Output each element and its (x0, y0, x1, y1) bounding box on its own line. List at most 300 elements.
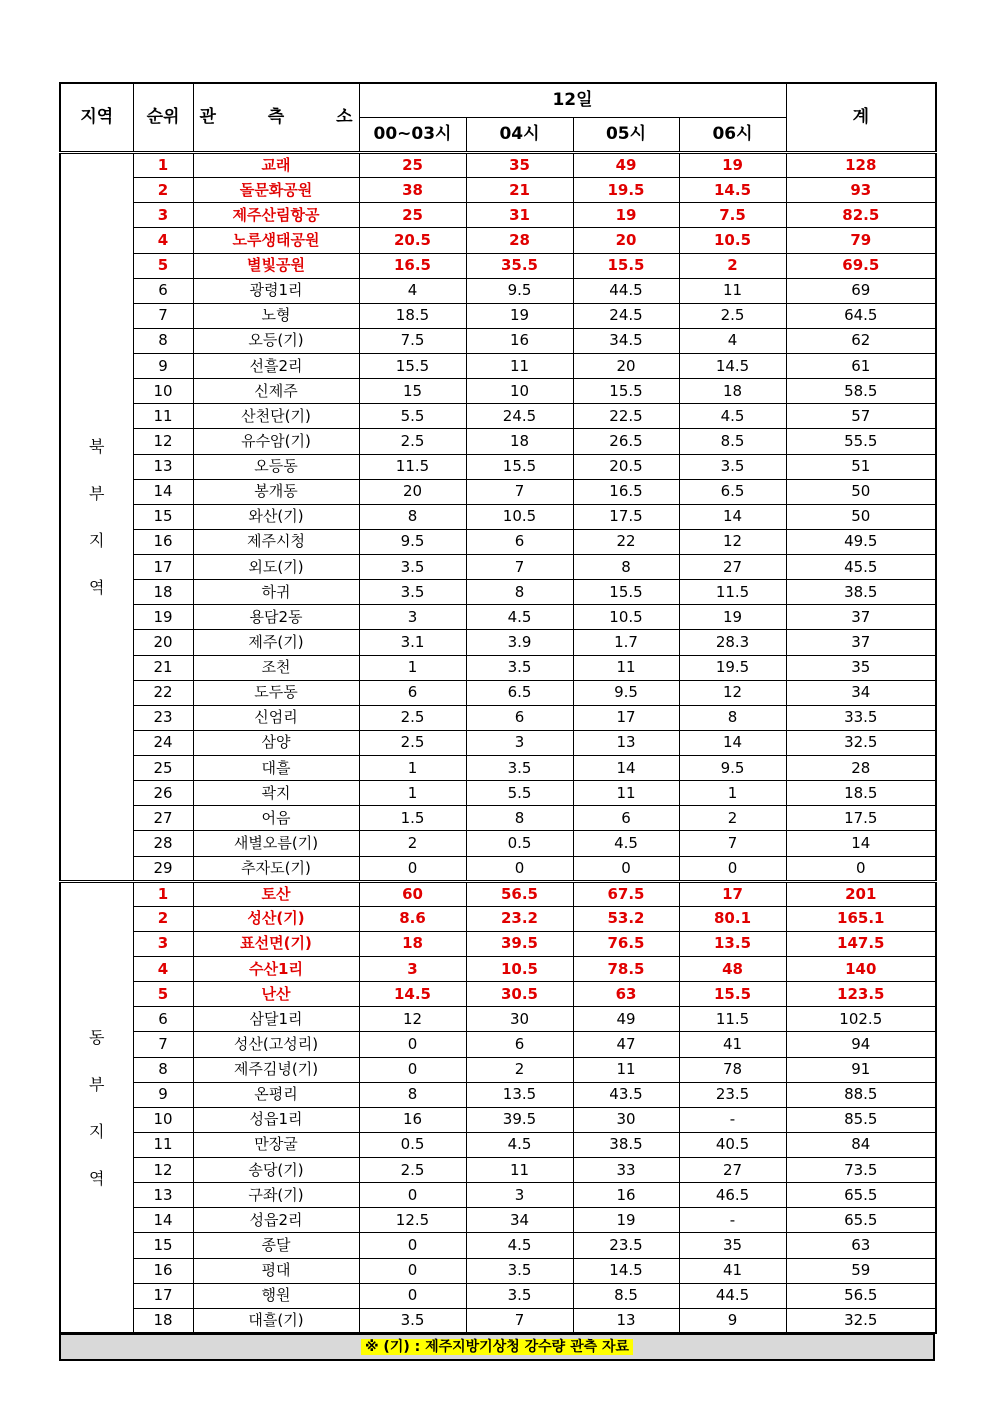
hour-value-cell: 7 (679, 831, 786, 856)
table-row (60, 1007, 936, 1032)
hour-value-cell: 6 (359, 680, 466, 705)
hour-value-cell: 0 (573, 856, 679, 881)
table-row (60, 555, 936, 580)
rank-cell: 13 (133, 1183, 193, 1208)
rank-cell: 8 (133, 1057, 193, 1082)
hour-value-cell: 30 (573, 1107, 679, 1132)
hour-value-cell: 22.5 (573, 404, 679, 429)
total-cell: 79 (786, 228, 936, 253)
station-cell: 하귀 (193, 580, 359, 605)
hour-value-cell: 56.5 (466, 881, 573, 906)
hour-value-cell: 11 (573, 781, 679, 806)
rank-cell: 17 (133, 555, 193, 580)
header-station (193, 83, 359, 153)
table-row (60, 178, 936, 203)
table-row (60, 1258, 936, 1283)
table-row (60, 404, 936, 429)
header-hour: 06시 (679, 118, 786, 153)
table-row (60, 328, 936, 353)
hour-value-cell: 20 (573, 228, 679, 253)
station-cell: 외도(기) (193, 555, 359, 580)
station-cell: 신제주 (193, 379, 359, 404)
header-station-char: 관 (199, 107, 216, 127)
table-row (60, 354, 936, 379)
total-cell: 91 (786, 1057, 936, 1082)
table-row (60, 982, 936, 1007)
hour-value-cell: 19 (466, 303, 573, 328)
station-cell: 노형 (193, 303, 359, 328)
table-row (60, 1233, 936, 1258)
hour-value-cell: 31 (466, 203, 573, 228)
hour-value-cell: 9 (679, 1308, 786, 1333)
rank-cell: 3 (133, 203, 193, 228)
table-row (60, 429, 936, 454)
rank-cell: 25 (133, 756, 193, 781)
hour-value-cell: 19.5 (679, 655, 786, 680)
hour-value-cell: 63 (573, 982, 679, 1007)
header-station-char: 측 (267, 107, 285, 127)
hour-value-cell: 25 (359, 203, 466, 228)
hour-value-cell: 34.5 (573, 328, 679, 353)
region-name-char: 지 (89, 1121, 105, 1141)
station-cell: 삼양 (193, 730, 359, 755)
hour-value-cell: 11.5 (359, 454, 466, 479)
hour-value-cell: 67.5 (573, 881, 679, 906)
hour-value-cell: 5.5 (359, 404, 466, 429)
hour-value-cell: 76.5 (573, 931, 679, 956)
hour-value-cell: 12 (679, 529, 786, 554)
hour-value-cell: 47 (573, 1032, 679, 1057)
hour-value-cell: 9.5 (466, 278, 573, 303)
region-name-char: 동 (89, 1027, 105, 1047)
hour-value-cell: 8 (359, 504, 466, 529)
hour-value-cell: 2 (679, 806, 786, 831)
hour-value-cell: 0 (466, 856, 573, 881)
hour-value-cell: 16 (359, 1107, 466, 1132)
hour-value-cell: 26.5 (573, 429, 679, 454)
hour-value-cell: 7 (466, 555, 573, 580)
rank-cell: 1 (133, 153, 193, 178)
hour-value-cell: 9.5 (359, 529, 466, 554)
hour-value-cell: 9.5 (679, 756, 786, 781)
total-cell: 58.5 (786, 379, 936, 404)
hour-value-cell: 24.5 (573, 303, 679, 328)
hour-value-cell: 3.5 (359, 555, 466, 580)
hour-value-cell: 11 (573, 1057, 679, 1082)
region-name-char: 역 (89, 1168, 105, 1188)
total-cell: 64.5 (786, 303, 936, 328)
hour-value-cell: 35 (466, 153, 573, 178)
total-cell: 65.5 (786, 1208, 936, 1233)
rank-cell: 15 (133, 1233, 193, 1258)
rank-cell: 15 (133, 504, 193, 529)
hour-value-cell: 16.5 (573, 479, 679, 504)
hour-value-cell: 35 (679, 1233, 786, 1258)
table-row (60, 1082, 936, 1107)
hour-value-cell: 17 (573, 705, 679, 730)
hour-value-cell: 4 (359, 278, 466, 303)
hour-value-cell: 3.5 (359, 580, 466, 605)
hour-value-cell: 3.5 (679, 454, 786, 479)
hour-value-cell: 22 (573, 529, 679, 554)
hour-value-cell: 35.5 (466, 253, 573, 278)
table-row (60, 655, 936, 680)
rank-cell: 17 (133, 1283, 193, 1308)
table-row (60, 781, 936, 806)
rank-cell: 22 (133, 680, 193, 705)
station-cell: 행원 (193, 1283, 359, 1308)
rank-cell: 16 (133, 529, 193, 554)
total-cell: 69.5 (786, 253, 936, 278)
total-cell: 32.5 (786, 1308, 936, 1333)
hour-value-cell: 3.5 (466, 1283, 573, 1308)
hour-value-cell: 1 (679, 781, 786, 806)
rank-cell: 24 (133, 730, 193, 755)
hour-value-cell: 2.5 (679, 303, 786, 328)
rank-cell: 8 (133, 328, 193, 353)
table-row (60, 454, 936, 479)
hour-value-cell: 20 (359, 479, 466, 504)
station-cell: 성산(고성리) (193, 1032, 359, 1057)
table-row (60, 278, 936, 303)
station-cell: 오등동 (193, 454, 359, 479)
hour-value-cell: 6 (466, 705, 573, 730)
region-name-char: 북 (89, 436, 105, 456)
hour-value-cell: 10.5 (573, 605, 679, 630)
hour-value-cell: 14 (679, 504, 786, 529)
total-cell: 73.5 (786, 1158, 936, 1183)
station-cell: 제주산림항공 (193, 203, 359, 228)
table-row (60, 605, 936, 630)
table-row (60, 1032, 936, 1057)
station-cell: 제주시청 (193, 529, 359, 554)
table-row (60, 1183, 936, 1208)
total-cell: 84 (786, 1132, 936, 1157)
header-rank: 순위 (133, 83, 193, 153)
hour-value-cell: 1.7 (573, 630, 679, 655)
hour-value-cell: 6 (466, 1032, 573, 1057)
total-cell: 33.5 (786, 705, 936, 730)
total-cell: 38.5 (786, 580, 936, 605)
station-cell: 유수암(기) (193, 429, 359, 454)
hour-value-cell: 15.5 (573, 580, 679, 605)
station-cell: 제주(기) (193, 630, 359, 655)
table-row (60, 1308, 936, 1333)
hour-value-cell: 24.5 (466, 404, 573, 429)
rank-cell: 10 (133, 1107, 193, 1132)
hour-value-cell: 2.5 (359, 730, 466, 755)
hour-value-cell: 0 (359, 1057, 466, 1082)
rank-cell: 3 (133, 931, 193, 956)
hour-value-cell: 11.5 (679, 580, 786, 605)
table-row (60, 630, 936, 655)
rank-cell: 29 (133, 856, 193, 881)
table-row (60, 1057, 936, 1082)
station-cell: 성읍1리 (193, 1107, 359, 1132)
total-cell: 18.5 (786, 781, 936, 806)
total-cell: 201 (786, 881, 936, 906)
header-hour: 00~03시 (359, 118, 466, 153)
rank-cell: 26 (133, 781, 193, 806)
station-cell: 수산1리 (193, 957, 359, 982)
rank-cell: 7 (133, 1032, 193, 1057)
hour-value-cell: 0.5 (359, 1132, 466, 1157)
hour-value-cell: 30.5 (466, 982, 573, 1007)
hour-value-cell: 38 (359, 178, 466, 203)
hour-value-cell: 10 (466, 379, 573, 404)
rank-cell: 6 (133, 278, 193, 303)
rank-cell: 9 (133, 1082, 193, 1107)
station-cell: 평대 (193, 1258, 359, 1283)
region-name-cell (60, 153, 133, 882)
station-cell: 도두동 (193, 680, 359, 705)
hour-value-cell: 15.5 (679, 982, 786, 1007)
table-row (60, 580, 936, 605)
station-cell: 교래 (193, 153, 359, 178)
total-cell: 69 (786, 278, 936, 303)
hour-value-cell: 4.5 (466, 1132, 573, 1157)
station-cell: 제주김녕(기) (193, 1057, 359, 1082)
region-name-char: 역 (89, 577, 105, 597)
hour-value-cell: 2.5 (359, 1158, 466, 1183)
station-cell: 온평리 (193, 1082, 359, 1107)
hour-value-cell: 0 (679, 856, 786, 881)
hour-value-cell: 19.5 (573, 178, 679, 203)
hour-value-cell: 27 (679, 1158, 786, 1183)
rank-cell: 4 (133, 228, 193, 253)
hour-value-cell: 1 (359, 781, 466, 806)
hour-value-cell: 19 (679, 153, 786, 178)
hour-value-cell: 8 (573, 555, 679, 580)
hour-value-cell: 6 (466, 529, 573, 554)
hour-value-cell: 8.6 (359, 906, 466, 931)
station-cell: 노루생태공원 (193, 228, 359, 253)
station-cell: 별빛공원 (193, 253, 359, 278)
hour-value-cell: 13.5 (466, 1082, 573, 1107)
rank-cell: 20 (133, 630, 193, 655)
rank-cell: 14 (133, 1208, 193, 1233)
hour-value-cell: 23.5 (573, 1233, 679, 1258)
hour-value-cell: 48 (679, 957, 786, 982)
hour-value-cell: 14 (573, 756, 679, 781)
total-cell: 55.5 (786, 429, 936, 454)
total-cell: 49.5 (786, 529, 936, 554)
hour-value-cell: 15.5 (573, 379, 679, 404)
hour-value-cell: 30 (466, 1007, 573, 1032)
hour-value-cell: 14.5 (679, 178, 786, 203)
hour-value-cell: 11 (679, 278, 786, 303)
hour-value-cell: 40.5 (679, 1132, 786, 1157)
total-cell: 35 (786, 655, 936, 680)
total-cell: 65.5 (786, 1183, 936, 1208)
hour-value-cell: 0 (359, 856, 466, 881)
total-cell: 34 (786, 680, 936, 705)
station-cell: 표선면(기) (193, 931, 359, 956)
hour-value-cell: 4.5 (573, 831, 679, 856)
hour-value-cell: - (679, 1107, 786, 1132)
station-cell: 새별오름(기) (193, 831, 359, 856)
hour-value-cell: 16 (573, 1183, 679, 1208)
hour-value-cell: 49 (573, 1007, 679, 1032)
rank-cell: 14 (133, 479, 193, 504)
hour-value-cell: 23.2 (466, 906, 573, 931)
rank-cell: 21 (133, 655, 193, 680)
header-station-char: 소 (336, 107, 353, 127)
station-cell: 종달 (193, 1233, 359, 1258)
total-cell: 50 (786, 504, 936, 529)
hour-value-cell: 0 (359, 1258, 466, 1283)
table-row (60, 906, 936, 931)
hour-value-cell: 1 (359, 756, 466, 781)
hour-value-cell: 3.5 (359, 1308, 466, 1333)
hour-value-cell: 3.5 (466, 756, 573, 781)
hour-value-cell: 34 (466, 1208, 573, 1233)
hour-value-cell: 11 (466, 354, 573, 379)
hour-value-cell: 19 (679, 605, 786, 630)
hour-value-cell: 14 (679, 730, 786, 755)
hour-value-cell: 17.5 (573, 504, 679, 529)
hour-value-cell: 28.3 (679, 630, 786, 655)
rank-cell: 11 (133, 1132, 193, 1157)
rank-cell: 11 (133, 404, 193, 429)
hour-value-cell: 9.5 (573, 680, 679, 705)
hour-value-cell: 0 (359, 1032, 466, 1057)
station-cell: 봉개동 (193, 479, 359, 504)
rainfall-table-wrapper (59, 82, 935, 1361)
hour-value-cell: 11 (573, 655, 679, 680)
table-row (60, 1107, 936, 1132)
total-cell: 62 (786, 328, 936, 353)
hour-value-cell: 3.9 (466, 630, 573, 655)
total-cell: 45.5 (786, 555, 936, 580)
hour-value-cell: - (679, 1208, 786, 1233)
table-row (60, 379, 936, 404)
hour-value-cell: 44.5 (573, 278, 679, 303)
hour-value-cell: 18 (679, 379, 786, 404)
total-cell: 56.5 (786, 1283, 936, 1308)
hour-value-cell: 6.5 (466, 680, 573, 705)
station-cell: 송당(기) (193, 1158, 359, 1183)
station-cell: 곽지 (193, 781, 359, 806)
header-region: 지역 (60, 83, 133, 153)
hour-value-cell: 39.5 (466, 1107, 573, 1132)
region-name-char: 부 (89, 483, 105, 503)
hour-value-cell: 17 (679, 881, 786, 906)
hour-value-cell: 6 (573, 806, 679, 831)
hour-value-cell: 1.5 (359, 806, 466, 831)
table-row (60, 1208, 936, 1233)
station-cell: 구좌(기) (193, 1183, 359, 1208)
hour-value-cell: 3.1 (359, 630, 466, 655)
total-cell: 63 (786, 1233, 936, 1258)
hour-value-cell: 41 (679, 1258, 786, 1283)
hour-value-cell: 3.5 (466, 655, 573, 680)
station-cell: 돌문화공원 (193, 178, 359, 203)
hour-value-cell: 13 (573, 730, 679, 755)
hour-value-cell: 11 (466, 1158, 573, 1183)
total-cell: 37 (786, 630, 936, 655)
total-cell: 28 (786, 756, 936, 781)
total-cell: 140 (786, 957, 936, 982)
hour-value-cell: 8 (466, 580, 573, 605)
hour-value-cell: 2.5 (359, 705, 466, 730)
rank-cell: 18 (133, 580, 193, 605)
table-row (60, 303, 936, 328)
hour-value-cell: 28 (466, 228, 573, 253)
hour-value-cell: 21 (466, 178, 573, 203)
table-row (60, 931, 936, 956)
hour-value-cell: 13 (573, 1308, 679, 1333)
rank-cell: 4 (133, 957, 193, 982)
hour-value-cell: 43.5 (573, 1082, 679, 1107)
hour-value-cell: 19 (573, 203, 679, 228)
hour-value-cell: 49 (573, 153, 679, 178)
hour-value-cell: 8 (466, 806, 573, 831)
hour-value-cell: 10.5 (466, 504, 573, 529)
hour-value-cell: 46.5 (679, 1183, 786, 1208)
station-cell: 토산 (193, 881, 359, 906)
station-cell: 어음 (193, 806, 359, 831)
hour-value-cell: 4.5 (679, 404, 786, 429)
total-cell: 57 (786, 404, 936, 429)
region-name-char: 지 (89, 530, 105, 550)
hour-value-cell: 0 (359, 1283, 466, 1308)
hour-value-cell: 41 (679, 1032, 786, 1057)
station-cell: 대흘(기) (193, 1308, 359, 1333)
hour-value-cell: 3 (466, 1183, 573, 1208)
hour-value-cell: 7 (466, 1308, 573, 1333)
table-row (60, 203, 936, 228)
total-cell: 0 (786, 856, 936, 881)
hour-value-cell: 0.5 (466, 831, 573, 856)
table-row (60, 479, 936, 504)
hour-value-cell: 23.5 (679, 1082, 786, 1107)
total-cell: 102.5 (786, 1007, 936, 1032)
hour-value-cell: 0 (359, 1183, 466, 1208)
region-name-char: 부 (89, 1074, 105, 1094)
table-row (60, 856, 936, 881)
table-row (60, 756, 936, 781)
hour-value-cell: 78.5 (573, 957, 679, 982)
hour-value-cell: 14.5 (679, 354, 786, 379)
hour-value-cell: 20.5 (573, 454, 679, 479)
hour-value-cell: 20.5 (359, 228, 466, 253)
table-row (60, 705, 936, 730)
rank-cell: 12 (133, 1158, 193, 1183)
rank-cell: 13 (133, 454, 193, 479)
hour-value-cell: 39.5 (466, 931, 573, 956)
footer-note-text: ※ (기) : 제주지방기상청 강수량 관측 자료 (361, 1339, 633, 1355)
total-cell: 165.1 (786, 906, 936, 931)
station-cell: 삼달1리 (193, 1007, 359, 1032)
hour-value-cell: 27 (679, 555, 786, 580)
station-cell: 난산 (193, 982, 359, 1007)
hour-value-cell: 8.5 (679, 429, 786, 454)
station-cell: 오등(기) (193, 328, 359, 353)
total-cell: 51 (786, 454, 936, 479)
hour-value-cell: 33 (573, 1158, 679, 1183)
rank-cell: 1 (133, 881, 193, 906)
table-row (60, 1132, 936, 1157)
hour-value-cell: 1 (359, 655, 466, 680)
hour-value-cell: 8.5 (573, 1283, 679, 1308)
hour-value-cell: 11.5 (679, 1007, 786, 1032)
hour-value-cell: 7.5 (679, 203, 786, 228)
total-cell: 93 (786, 178, 936, 203)
hour-value-cell: 2 (359, 831, 466, 856)
total-cell: 59 (786, 1258, 936, 1283)
total-cell: 32.5 (786, 730, 936, 755)
